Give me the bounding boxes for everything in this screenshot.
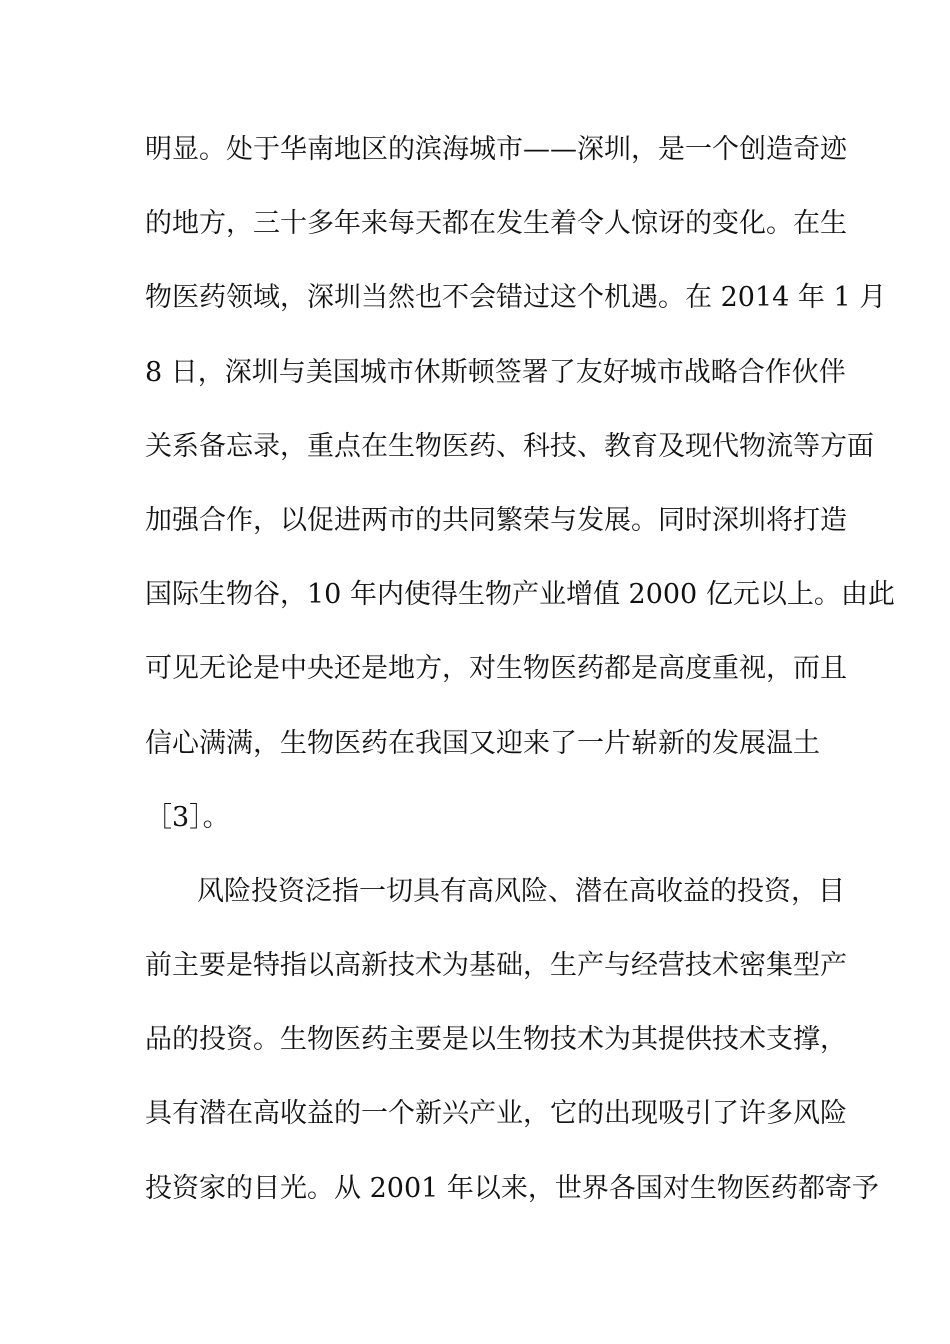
- text-line: 明显。处于华南地区的滨海城市——深圳，是一个创造奇迹: [145, 134, 847, 165]
- text-line: 信心满满，生物医药在我国又迎来了一片崭新的发展温土: [145, 727, 820, 759]
- body-text: [145, 128, 895, 1241]
- text-line: 可见无论是中央还是地方，对生物医药都是高度重视，而且: [145, 653, 847, 685]
- text-line: 投资家的目光。从 2001 年以来，世界各国对生物医药都寄予: [145, 1172, 879, 1204]
- text-line: 关系备忘录，重点在生物医药、科技、教育及现代物流等方面: [145, 430, 874, 462]
- text-line: 的地方，三十多年来每天都在发生着令人惊讶的变化。在生: [145, 208, 847, 240]
- paragraph-first-line: 风险投资泛指一切具有高风险、潜在高收益的投资，目: [197, 875, 845, 907]
- text-line: 物医药领域，深圳当然也不会错过这个机遇。在 2014 年 1 月: [145, 282, 887, 314]
- text-line: 前主要是特指以高新技术为基础，生产与经营技术密集型产: [145, 950, 847, 982]
- citation-line: ［3］。: [145, 801, 230, 833]
- text-line: 国际生物谷，10 年内使得生物产业增值 2000 亿元以上。由此: [145, 579, 895, 611]
- text-line: 8 日，深圳与美国城市休斯顿签署了友好城市战略合作伙伴: [145, 356, 846, 388]
- text-line: 加强合作，以促进两市的共同繁荣与发展。同时深圳将打造: [145, 504, 847, 536]
- text-line: 具有潜在高收益的一个新兴产业，它的出现吸引了许多风险: [145, 1098, 847, 1130]
- text-line: 品的投资。生物医药主要是以生物技术为其提供技术支撑，: [145, 1024, 847, 1056]
